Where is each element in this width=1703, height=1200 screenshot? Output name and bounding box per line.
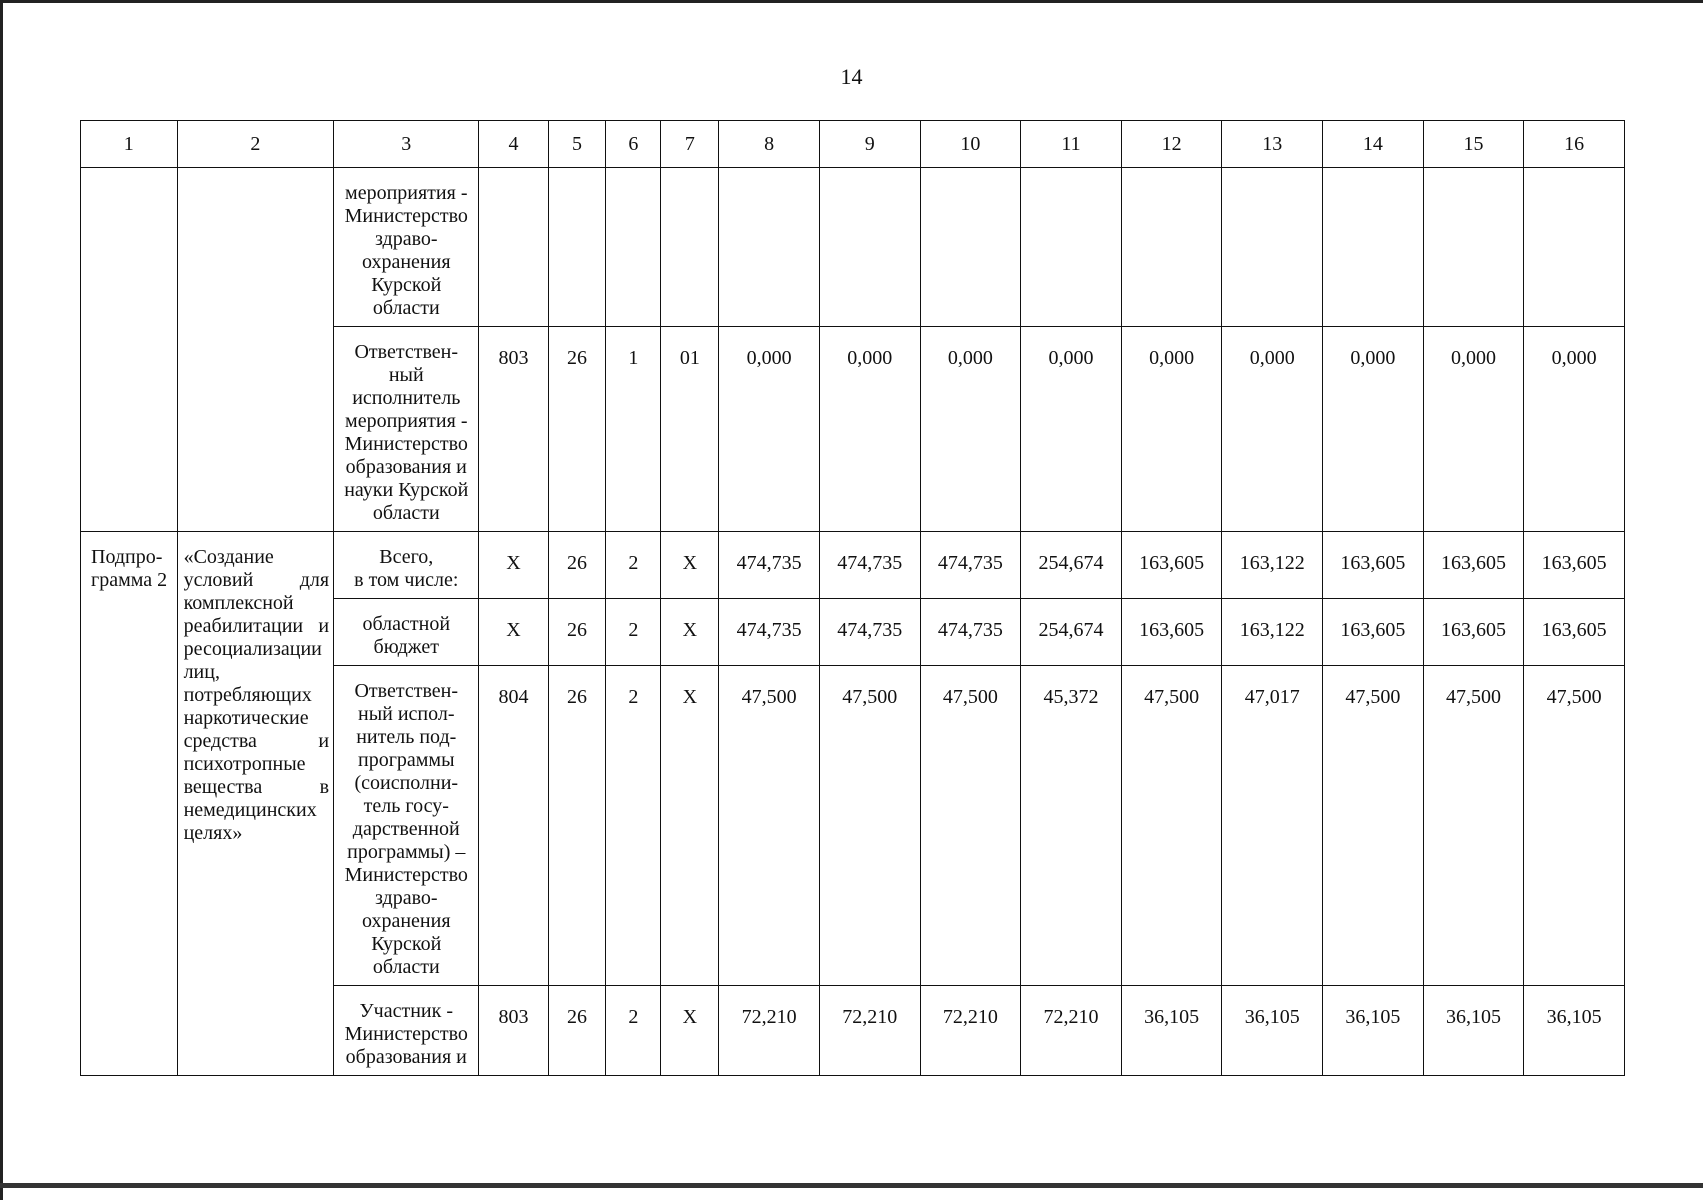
amount-cell: 0,000 [1121,327,1222,532]
subprogram-title-line: реабилитации и [183,615,330,637]
scan-edge [0,0,3,1200]
executor-description-line: Ответствен- [354,341,459,363]
executor-description-line: областной [362,613,451,635]
budget-code-cell: 2 [606,666,661,986]
column-header: 4 [479,121,548,168]
executor-description-line: образования и [345,1046,467,1068]
amount-cell: 254,674 [1021,599,1122,666]
amount-cell: 474,735 [719,532,820,599]
subprogram-title-line: условий для [183,569,330,591]
amount-cell: 474,735 [920,532,1021,599]
amount-cell: 47,500 [719,666,820,986]
column-header: 9 [819,121,920,168]
executor-description-line: охранения [361,251,451,273]
empty-cell [81,168,178,532]
amount-cell: 45,372 [1021,666,1122,986]
column-header: 10 [920,121,1021,168]
amount-cell: 36,105 [1121,986,1222,1076]
executor-description-line: бюджет [373,636,439,658]
amount-cell: 72,210 [819,986,920,1076]
amount-cell: 47,500 [920,666,1021,986]
executor-description-line: Ответствен- [354,680,459,702]
column-header: 2 [177,121,334,168]
amount-cell [1021,168,1122,327]
budget-code-cell [661,168,719,327]
amount-cell: 0,000 [1423,327,1524,532]
amount-cell [1323,168,1424,327]
executor-description-cell [334,599,479,666]
subprogram-title-line: психотропные [183,753,306,775]
amount-cell: 163,122 [1222,599,1323,666]
subprogram-title-line: «Создание [183,546,274,568]
budget-code-cell: 26 [548,666,606,986]
amount-cell: 163,605 [1524,599,1625,666]
budget-code-cell [479,168,548,327]
amount-cell: 474,735 [819,532,920,599]
scan-edge [0,1183,1703,1188]
budget-code-cell: X [479,532,548,599]
executor-description-line: в том числе: [354,569,459,591]
executor-description-line: программы [357,749,455,771]
amount-cell: 163,122 [1222,532,1323,599]
amount-cell [1222,168,1323,327]
executor-description-line: дарственной [352,818,460,840]
executor-description-line: исполнитель [352,387,461,409]
budget-code-cell: 26 [548,327,606,532]
column-header: 3 [334,121,479,168]
executor-description-cell [334,532,479,599]
executor-description-line: Всего, [379,546,434,568]
budget-code-cell [606,168,661,327]
amount-cell [920,168,1021,327]
amount-cell [1121,168,1222,327]
executor-description-cell [334,666,479,986]
executor-description-line: (соисполни- [354,772,459,794]
amount-cell: 36,105 [1524,986,1625,1076]
amount-cell: 474,735 [719,599,820,666]
amount-cell: 36,105 [1423,986,1524,1076]
subprogram-title-line: лиц, [183,661,220,683]
executor-description-line: области [372,297,440,319]
column-header: 8 [719,121,820,168]
budget-code-cell: 26 [548,599,606,666]
table-row [81,532,1625,599]
budget-code-cell: X [661,986,719,1076]
executor-description-line: Министерство [344,205,468,227]
executor-description-line: Министерство [344,864,468,886]
amount-cell: 72,210 [719,986,820,1076]
executor-description-line: тель госу- [363,795,449,817]
amount-cell: 163,605 [1323,599,1424,666]
amount-cell: 163,605 [1423,532,1524,599]
amount-cell: 47,500 [1323,666,1424,986]
subprogram-number-cell [81,532,178,1076]
budget-code-cell: 804 [479,666,548,986]
column-header: 11 [1021,121,1122,168]
column-header: 1 [81,121,178,168]
subprogram-title-line: ресоциализации [183,638,322,660]
column-header: 6 [606,121,661,168]
scan-edge [0,0,1703,3]
executor-description-line: Участник - [359,1000,454,1022]
amount-cell: 47,500 [1121,666,1222,986]
column-header: 16 [1524,121,1625,168]
amount-cell: 47,017 [1222,666,1323,986]
subprogram-title-line: целях» [183,822,243,844]
budget-table [80,120,1625,1076]
amount-cell: 163,605 [1121,532,1222,599]
budget-code-cell: X [661,532,719,599]
amount-cell [1524,168,1625,327]
executor-description-line: мероприятия - [345,410,468,432]
amount-cell: 47,500 [1524,666,1625,986]
budget-code-cell: 803 [479,327,548,532]
budget-code-cell: 26 [548,986,606,1076]
amount-cell [1423,168,1524,327]
subprogram-label: грамма 2 [91,569,168,591]
subprogram-label: Подпро- [91,546,163,568]
amount-cell: 0,000 [1323,327,1424,532]
amount-cell: 0,000 [719,327,820,532]
subprogram-title-line: комплексной [183,592,294,614]
budget-code-cell: X [479,599,548,666]
budget-code-cell: 01 [661,327,719,532]
subprogram-title-line: потребляющих [183,684,312,706]
executor-description-line: Министерство [344,433,468,455]
amount-cell: 36,105 [1323,986,1424,1076]
amount-cell: 72,210 [920,986,1021,1076]
executor-description-line: нитель под- [356,726,457,748]
amount-cell: 474,735 [920,599,1021,666]
executor-description-line: Курской [371,274,442,296]
amount-cell: 47,500 [1423,666,1524,986]
table-row [81,168,1625,327]
budget-code-cell: 26 [548,532,606,599]
column-header: 5 [548,121,606,168]
budget-code-cell: 803 [479,986,548,1076]
amount-cell [819,168,920,327]
executor-description-line: Курской [371,933,442,955]
budget-code-cell [548,168,606,327]
subprogram-title-line: вещества в [183,776,330,798]
executor-description-cell [334,986,479,1076]
executor-description-line: здраво- [374,228,438,250]
executor-description-line: образования и [345,456,467,478]
amount-cell: 163,605 [1423,599,1524,666]
executor-description-line: науки Курской [344,479,469,501]
page-number: 14 [840,64,863,89]
column-header: 15 [1423,121,1524,168]
subprogram-title-line: немедицинских [183,799,317,821]
executor-description-line: области [372,502,440,524]
budget-code-cell: X [661,599,719,666]
column-header: 12 [1121,121,1222,168]
budget-code-cell: X [661,666,719,986]
budget-code-cell: 2 [606,532,661,599]
executor-description-line: ный [388,364,424,386]
executor-description-cell [334,327,479,532]
executor-description-line: ный испол- [358,703,455,725]
amount-cell [719,168,820,327]
amount-cell: 0,000 [920,327,1021,532]
amount-cell: 72,210 [1021,986,1122,1076]
subprogram-title-cell [177,532,334,1076]
budget-code-cell: 2 [606,599,661,666]
executor-description-cell [334,168,479,327]
amount-cell: 0,000 [1021,327,1122,532]
amount-cell: 163,605 [1323,532,1424,599]
budget-code-cell: 1 [606,327,661,532]
amount-cell: 474,735 [819,599,920,666]
empty-cell [177,168,334,532]
subprogram-title-line: наркотические [183,707,309,729]
executor-description-line: области [372,956,440,978]
amount-cell: 163,605 [1121,599,1222,666]
column-header: 14 [1323,121,1424,168]
executor-description-line: мероприятия - [345,182,468,204]
amount-cell: 0,000 [1222,327,1323,532]
amount-cell: 163,605 [1524,532,1625,599]
executor-description-line: программы) – [347,841,466,863]
column-header: 13 [1222,121,1323,168]
column-header: 7 [661,121,719,168]
amount-cell: 36,105 [1222,986,1323,1076]
amount-cell: 0,000 [819,327,920,532]
header-row [81,121,1625,168]
amount-cell: 254,674 [1021,532,1122,599]
budget-code-cell: 2 [606,986,661,1076]
executor-description-line: здраво- [374,887,438,909]
executor-description-line: Министерство [344,1023,468,1045]
amount-cell: 0,000 [1524,327,1625,532]
executor-description-line: охранения [361,910,451,932]
amount-cell: 47,500 [819,666,920,986]
subprogram-title-line: средства и [183,730,330,752]
